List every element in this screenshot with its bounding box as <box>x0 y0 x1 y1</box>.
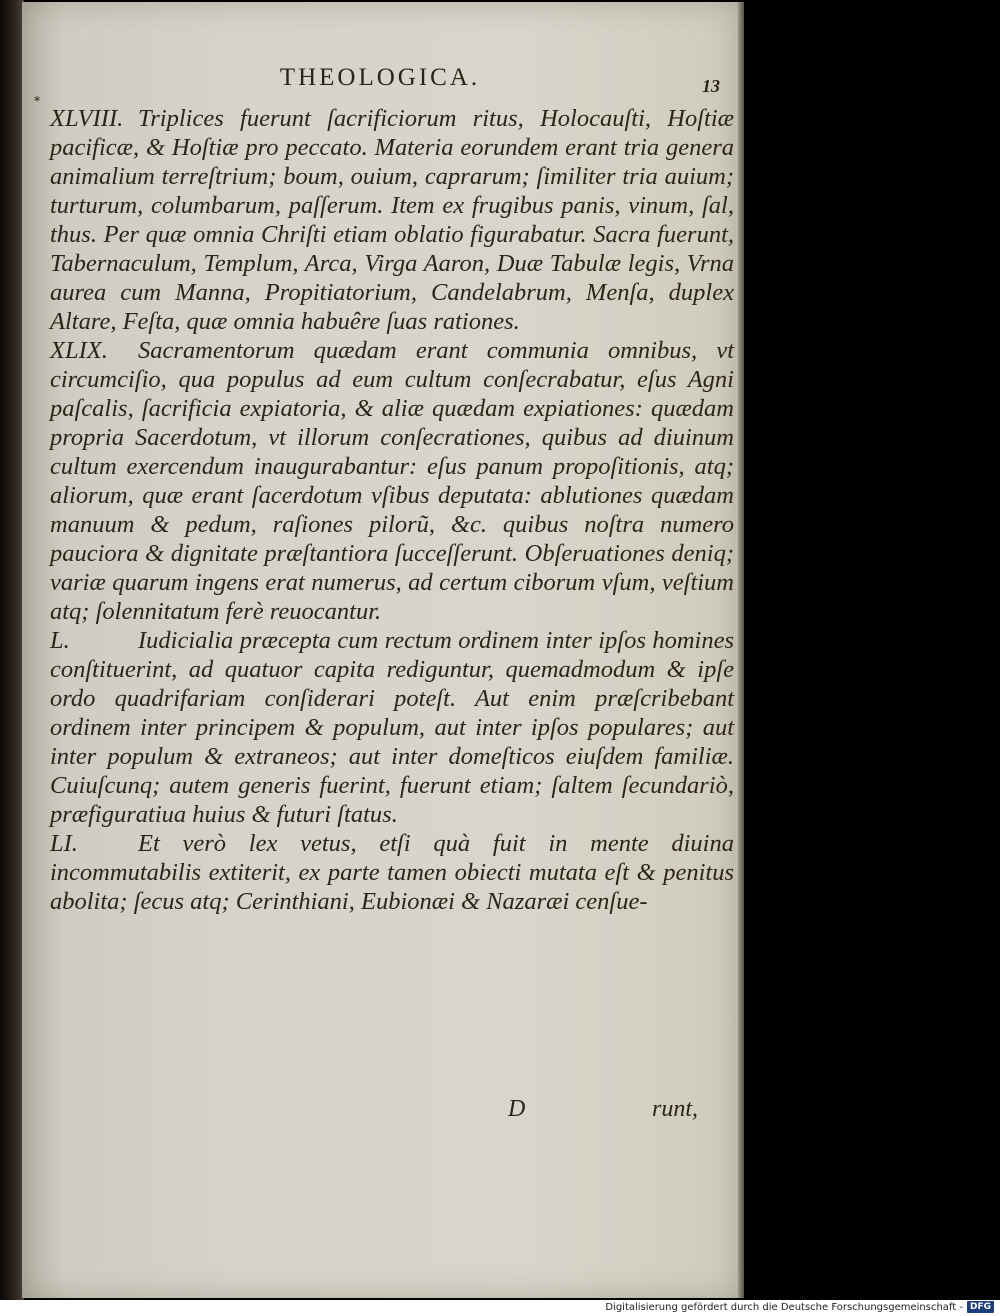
paragraph-text: Iudicialia præcepta cum rectum ordinem inter ipſos homines conſtituerint, ad quatuor capita rediguntur, quemadmodum & ipſe ordo quadrifariam conſiderari poteſt. Aut enim præſcribebant ordinem inter principem & populum, aut inter ipſos populares; aut inter populum & extraneos; aut inter domeſticos eiuſdem familiæ. Cuiuſcunq; autem generis fuerint, fuerunt etiam; ſaltem ſecundariò, præfiguratiua huius & futuri ſtatus. <box>50 627 734 828</box>
paragraph-49 <box>50 336 734 626</box>
margin-marker: * <box>34 94 40 108</box>
paragraph-number: XLIX. <box>50 337 108 364</box>
paragraph-text: Sacramentorum quædam erant communia omnibus, vt circumciſio, qua populus ad eum cultum conſecrabatur, eſus Agni paſcalis, ſacrificia expiatoria, & aliæ quædam expiationes: quædam propria Sacerdotum, vt illorum conſecrationes, quibus ad diuinum cultum exercendum inaugurabantur: eſus panum propoſitionis, atq; aliorum, quæ erant ſacerdotum vſibus deputata: ablutiones quædam manuum & pedum, raſiones pilorũ, &c. quibus noſtra numero pauciora & dignitate præſtantiora ſucceſſerunt. Obſeruationes deniq; variæ quarum ingens erat numerus, ad certum ciborum vſum, veſtium atq; ſolennitatum ferè reuocantur. <box>50 337 734 625</box>
credit-text: Digitalisierung gefördert durch die Deutsche Forschungsgemeinschaft - <box>605 1301 963 1313</box>
dfg-logo: DFG <box>967 1301 994 1313</box>
catchword: runt, <box>652 1096 699 1122</box>
text-block <box>50 104 734 916</box>
paragraph-48 <box>50 104 734 336</box>
funding-credit <box>605 1301 994 1313</box>
paragraph-number: LI. <box>50 830 78 857</box>
book-page <box>22 2 738 1298</box>
paragraph-number: XLVIII. <box>50 105 124 132</box>
paragraph-51 <box>50 829 734 916</box>
running-head: THEOLOGICA. <box>279 64 481 91</box>
signature-mark: D <box>508 1096 526 1122</box>
paragraph-text: Et verò lex vetus, etſi quà fuit in mente diuina incommutabilis extiterit, ex parte tamen obiecti mutata eſt & penitus abolita; ſecus atq; Cerinthiani, Eubionæi & Nazaræi cenſue- <box>50 830 734 915</box>
folio-number: 13 <box>702 76 720 96</box>
page-edge <box>738 2 744 1298</box>
paragraph-text: Triplices fuerunt ſacrificiorum ritus, Holocauſti, Hoſtiæ pacificæ, & Hoſtiæ pro peccato. Materia eorundem erant tria genera animalium terreſtrium; boum, ouium, caprarum; ſimiliter tria auium; turturum, columbarum, paſſerum. Item ex frugibus panis, vinum, ſal, thus. Per quæ omnia Chriſti etiam oblatio figurabatur. Sacra fuerunt, Tabernaculum, Templum, Arca, Virga Aaron, Duæ Tabulæ legis, Vrna aurea cum Manna, Propitiatorium, Candelabrum, Menſa, duplex Altare, Feſta, quæ omnia habuêre ſuas rationes. <box>50 105 734 335</box>
paragraph-50 <box>50 626 734 829</box>
paragraph-number: L. <box>50 627 70 654</box>
book-spine <box>0 0 24 1300</box>
